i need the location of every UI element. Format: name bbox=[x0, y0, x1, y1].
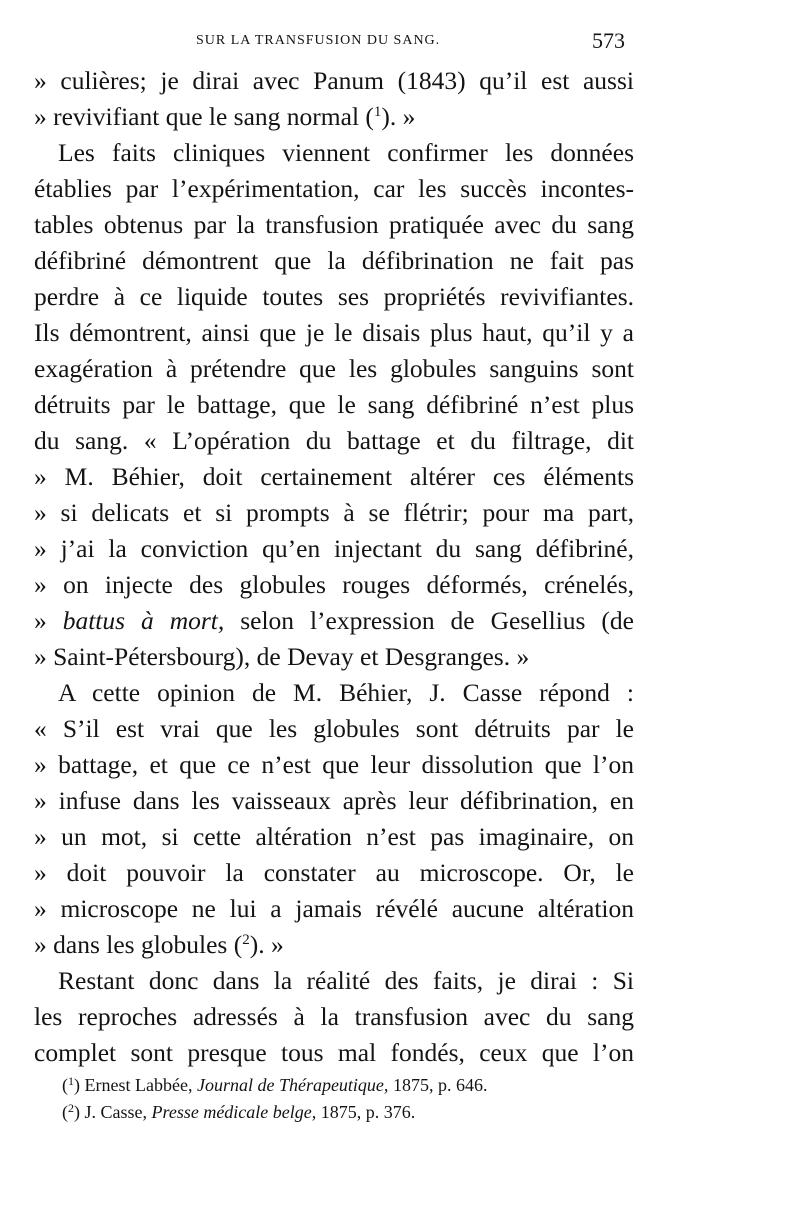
body-line: » j’ai la conviction qu’en injectant du sang défibriné, bbox=[34, 534, 634, 563]
body-line: du sang. « L’opération du battage et du filtrage, dit bbox=[34, 426, 634, 455]
body-line: » Saint-Pétersbourg), de Devay et Desgranges. » bbox=[34, 642, 530, 671]
body-line: détruits par le battage, que le sang défibriné n’est plus bbox=[34, 390, 634, 419]
body-line: » doit pouvoir la constater au microscope. Or, le bbox=[34, 858, 634, 887]
body-line: » battage, et que ce n’est que leur dissolution que l’on bbox=[34, 750, 634, 779]
body-line: » revivifiant que le sang normal ($^1$). » bbox=[34, 102, 416, 131]
page-number: 573 bbox=[592, 28, 625, 53]
body-line: » si delicats et si prompts à se flétrir; pour ma part, bbox=[34, 498, 634, 527]
body-line: perdre à ce liquide toutes ses propriétés revivifiantes. bbox=[34, 282, 634, 311]
footnote-ref-1: 1 bbox=[373, 104, 382, 120]
body-line: » culières; je dirai avec Panum (1843) qu’il est aussi bbox=[34, 66, 634, 95]
footnotes bbox=[62, 1072, 662, 1126]
body-line: les reproches adressés à la transfusion avec du sang bbox=[34, 1002, 634, 1031]
footnote-2: ($^2$) J. Casse, Presse médicale belge, 1875, p. 376. bbox=[62, 1101, 416, 1122]
body-line: » un mot, si cette altération n’est pas imaginaire, on bbox=[34, 822, 634, 851]
body-line: défibriné démontrent que la défibrination ne fait pas bbox=[34, 246, 634, 275]
running-title: SUR LA TRANSFUSION DU SANG. bbox=[196, 33, 441, 48]
body-line: Ils démontrent, ainsi que je le disais plus haut, qu’il y a bbox=[34, 318, 634, 347]
body-line: « S’il est vrai que les globules sont détruits par le bbox=[34, 714, 634, 743]
body-line: » battus à mort, selon l’expression de Gesellius (de bbox=[34, 606, 634, 635]
body-line: A cette opinion de M. Béhier, J. Casse répond : bbox=[58, 678, 634, 707]
body-line: » microscope ne lui a jamais révélé aucune altération bbox=[34, 894, 634, 923]
body-line: » dans les globules ($^2$). » bbox=[34, 930, 284, 959]
footnote-ref-2: 2 bbox=[242, 932, 250, 948]
body-line: complet sont presque tous mal fondés, ceux que l’on bbox=[34, 1038, 634, 1067]
body-line: exagération à prétendre que les globules sanguins sont bbox=[34, 354, 634, 383]
body-line: établies par l’expérimentation, car les succès incontes- bbox=[34, 174, 634, 203]
body-line: » infuse dans les vaisseaux après leur défibrination, en bbox=[34, 786, 634, 815]
body-line: Restant donc dans la réalité des faits, je dirai : Si bbox=[58, 966, 634, 995]
body-text bbox=[34, 63, 634, 1071]
body-line: » on injecte des globules rouges déformés, crénelés, bbox=[34, 570, 634, 599]
body-line: tables obtenus par la transfusion pratiquée avec du sang bbox=[34, 210, 634, 239]
body-line: Les faits cliniques viennent confirmer les données bbox=[58, 138, 634, 167]
footnote-1: ($^1$) Ernest Labbée, Journal de Thérapeutique, 1875, p. 646. bbox=[62, 1074, 488, 1095]
body-line: » M. Béhier, doit certainement altérer ces éléments bbox=[34, 462, 634, 491]
